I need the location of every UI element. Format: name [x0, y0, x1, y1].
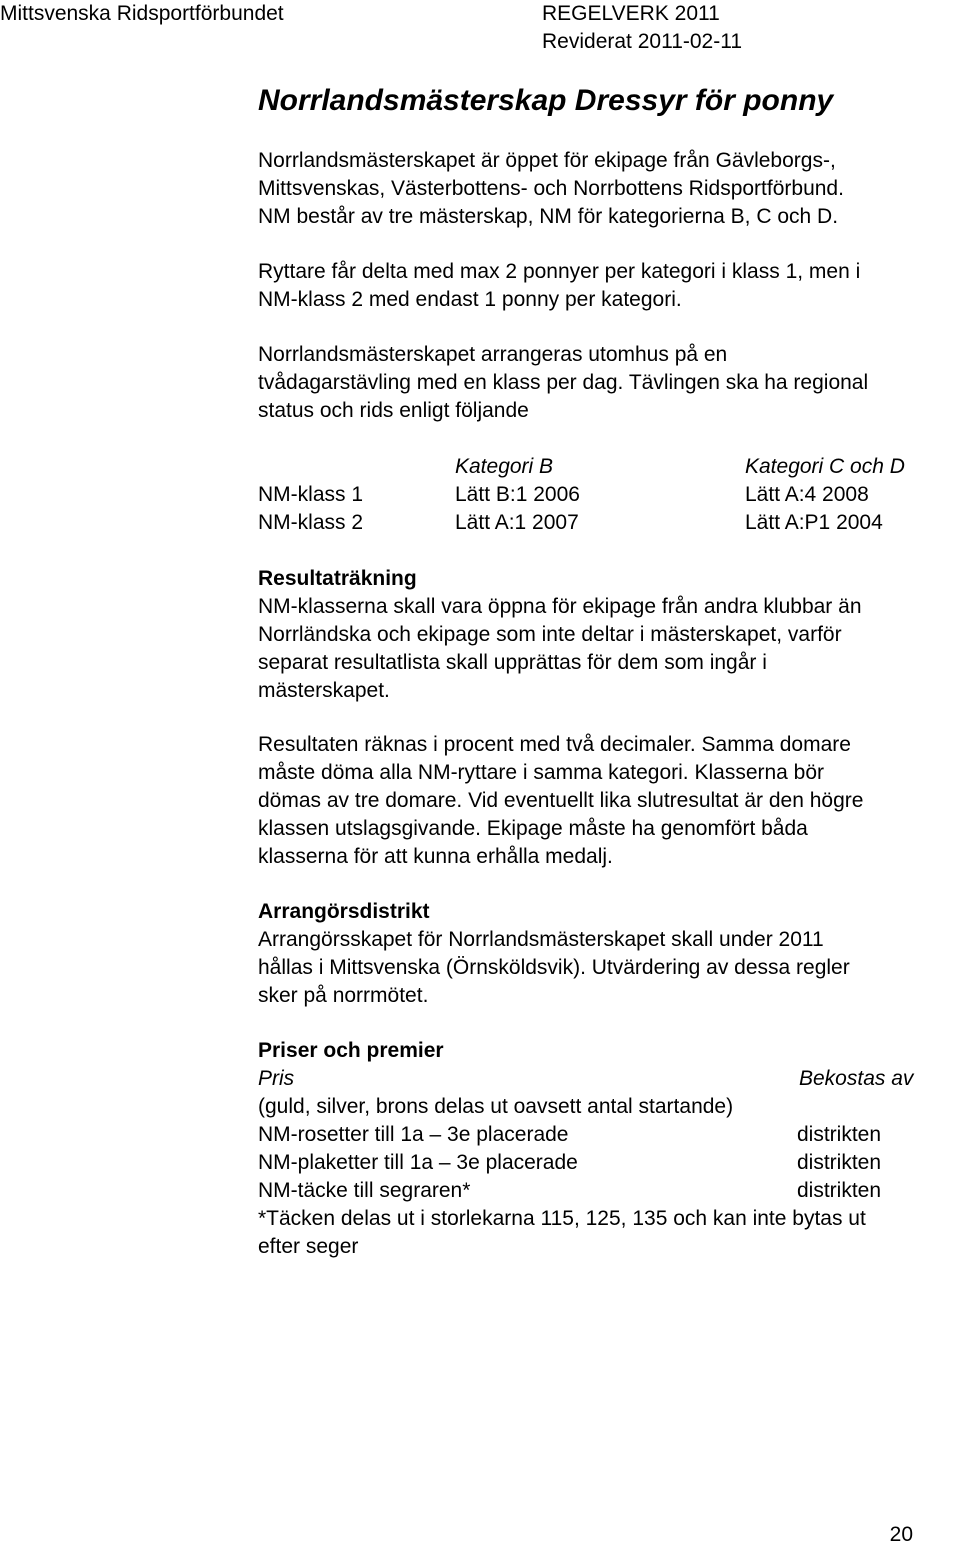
- table-cell: Lätt A:1 2007: [455, 511, 579, 534]
- text-line: Mittsvenskas, Västerbottens- och Norrbottens Ridsportförbund.: [258, 177, 844, 200]
- prizes-note: (guld, silver, brons delas ut oavsett antal startande): [258, 1095, 734, 1118]
- table-cell: Lätt B:1 2006: [455, 483, 580, 506]
- prize-payer: distrikten: [797, 1179, 882, 1202]
- intro-paragraph-1: [258, 147, 958, 231]
- results-paragraph-2: [258, 731, 958, 871]
- arranger-section: [258, 898, 958, 1010]
- text-line: Norrlandsmästerskapet arrangeras utomhus på en: [258, 343, 728, 366]
- header-organization: Mittsvenska Ridsportförbundet: [0, 2, 284, 25]
- prize-payer: distrikten: [797, 1123, 882, 1146]
- header-document-title: REGELVERK 2011: [542, 2, 720, 25]
- intro-paragraph-2: [258, 258, 958, 314]
- page-title: Norrlandsmästerskap Dressyr för ponny: [258, 84, 834, 117]
- column-header-kategori-b: Kategori B: [455, 455, 554, 478]
- section-heading-prizes: Priser och premier: [258, 1039, 444, 1062]
- text-line: mästerskapet.: [258, 679, 390, 702]
- text-line: måste döma alla NM-ryttare i samma kategori. Klasserna bör: [258, 761, 825, 784]
- text-line: separat resultatlista skall upprättas för dem som ingår i: [258, 651, 767, 674]
- text-line: NM-klasserna skall vara öppna för ekipage från andra klubbar än: [258, 595, 862, 618]
- section-heading-arranger: Arrangörsdistrikt: [258, 900, 430, 923]
- prizes-footnote-line: efter seger: [258, 1235, 359, 1258]
- header-revision-date: Reviderat 2011-02-11: [542, 30, 743, 53]
- text-line: Norrländska och ekipage som inte deltar i mästerskapet, varför: [258, 623, 842, 646]
- column-header-paid-by: Bekostas av: [799, 1067, 914, 1090]
- section-heading-results: Resultaträkning: [258, 567, 417, 590]
- table-cell: Lätt A:P1 2004: [745, 511, 883, 534]
- table-row-label: NM-klass 2: [258, 511, 364, 534]
- text-line: NM består av tre mästerskap, NM för kategorierna B, C och D.: [258, 205, 839, 228]
- intro-paragraph-3: [258, 341, 958, 425]
- results-section: [258, 565, 958, 705]
- text-line: klasserna för att kunna erhålla medalj.: [258, 845, 613, 868]
- text-line: NM-klass 2 med endast 1 ponny per kategori.: [258, 288, 682, 311]
- prizes-footnote-line: *Täcken delas ut i storlekarna 115, 125, 135 och kan inte bytas ut: [258, 1207, 866, 1230]
- column-header-prize: Pris: [258, 1067, 295, 1090]
- prize-item: NM-täcke till segraren*: [258, 1179, 471, 1202]
- prize-payer: distrikten: [797, 1151, 882, 1174]
- prize-item: NM-rosetter till 1a – 3e placerade: [258, 1123, 569, 1146]
- text-line: klassen utslagsgivande. Ekipage måste ha genomfört båda: [258, 817, 808, 840]
- column-header-kategori-c-d: Kategori C och D: [745, 455, 905, 478]
- page-number: 20: [889, 1523, 913, 1546]
- text-line: hållas i Mittsvenska (Örnsköldsvik). Utvärdering av dessa regler: [258, 956, 850, 979]
- text-line: Arrangörsskapet för Norrlandsmästerskapet skall under 2011: [258, 928, 824, 951]
- text-line: Norrlandsmästerskapet är öppet för ekipage från Gävleborgs-,: [258, 149, 836, 172]
- table-cell: Lätt A:4 2008: [745, 483, 869, 506]
- text-line: Ryttare får delta med max 2 ponnyer per kategori i klass 1, men i: [258, 260, 861, 283]
- text-line: status och rids enligt följande: [258, 399, 529, 422]
- table-row-label: NM-klass 1: [258, 483, 364, 506]
- text-line: Resultaten räknas i procent med två decimaler. Samma domare: [258, 733, 851, 756]
- text-line: tvådagarstävling med en klass per dag. Tävlingen ska ha regional: [258, 371, 869, 394]
- prize-item: NM-plaketter till 1a – 3e placerade: [258, 1151, 578, 1174]
- text-line: dömas av tre domare. Vid eventuellt lika slutresultat är den högre: [258, 789, 864, 812]
- text-line: sker på norrmötet.: [258, 984, 429, 1007]
